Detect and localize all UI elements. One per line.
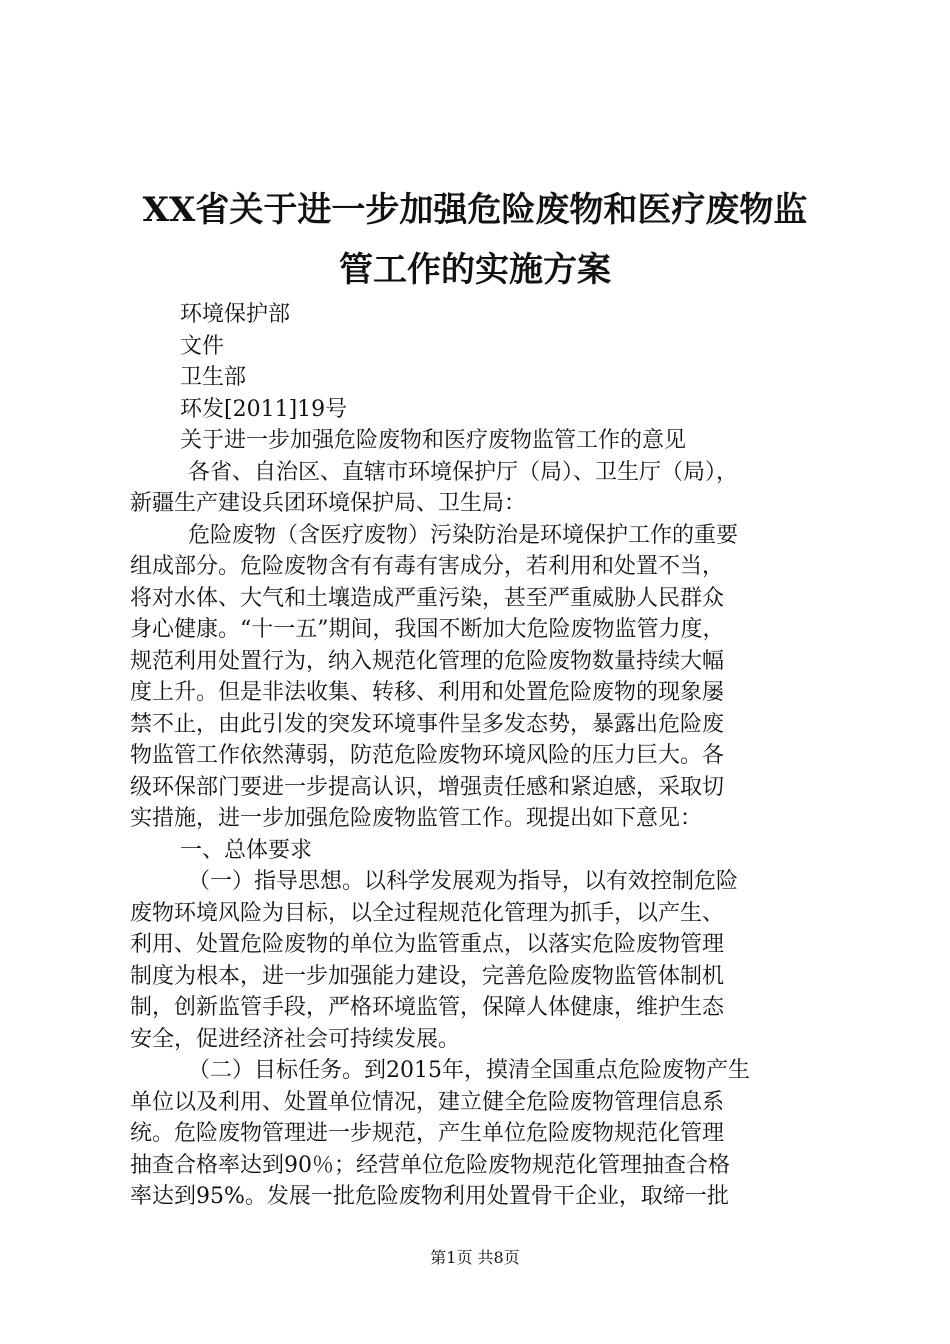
- text-line: 禁不止，由此引发的突发环境事件呈多发态势，暴露出危险废: [130, 711, 725, 737]
- text-line: 制，创新监管手段，严格环境监管，保障人体健康，维护生态: [130, 995, 725, 1020]
- text-line: （一）指导思想。以科学发展观为指导，以有效控制危险: [188, 869, 739, 894]
- text-line: 规范利用处置行为，纳入规范化管理的危险废物数量持续大幅: [130, 648, 725, 674]
- text-line: 抽查合格率达到90％；经营单位危险废物规范化管理抽查合格: [130, 1152, 730, 1178]
- text-line: 关于进一步加强危险废物和医疗废物监管工作的意见: [180, 428, 687, 453]
- text-line: 身心健康。“十一五”期间，我国不断加大危险废物监管力度，: [130, 617, 725, 642]
- text-line: 危险废物（含医疗废物）污染防治是环境保护工作的重要: [188, 522, 739, 548]
- text-line: 新疆生产建设兵团环境保护局、卫生局：: [130, 491, 527, 516]
- text-line: 废物环境风险为目标，以全过程规范化管理为抓手，以产生、: [130, 900, 725, 926]
- text-line: 一、总体要求: [180, 837, 313, 863]
- text-line: 各省、自治区、直辖市环境保护厅（局）、卫生厅（局），: [188, 459, 739, 485]
- text-line: 文件: [180, 333, 225, 359]
- text-line: 率达到95%。发展一批危险废物利用处置骨干企业，取缔一批: [130, 1184, 729, 1209]
- text-line: 卫生部: [180, 365, 247, 390]
- text-line: 物监管工作依然薄弱，防范危险废物环境风险的压力巨大。各: [130, 743, 725, 768]
- text-line: 组成部分。危险废物含有有毒有害成分，若利用和处置不当，: [130, 554, 725, 579]
- page-footer: 第1页 共8页: [430, 1248, 520, 1267]
- text-line: 单位以及利用、处置单位情况，建立健全危险废物管理信息系: [130, 1089, 725, 1115]
- text-line: 度上升。但是非法收集、转移、利用和处置危险废物的现象屡: [130, 680, 725, 705]
- text-line: 环发[2011]19号: [180, 396, 348, 422]
- text-line: （二）目标任务。到2015年，摸清全国重点危险废物产生: [188, 1058, 750, 1083]
- text-line: 制度为根本，进一步加强能力建设，完善危险废物监管体制机: [130, 963, 725, 989]
- text-line: 环境保护部: [180, 302, 291, 327]
- text-line: 将对水体、大气和土壤造成严重污染，甚至严重威胁人民群众: [130, 585, 725, 611]
- title-line-1: XX省关于进一步加强危险废物和医疗废物监: [142, 190, 808, 230]
- text-line: 级环保部门要进一步提高认识，增强责任感和紧迫感，采取切: [130, 774, 725, 800]
- text-line: 利用、处置危险废物的单位为监管重点，以落实危险废物管理: [130, 932, 725, 957]
- document-body: [130, 299, 830, 1213]
- text-line: 实措施，进一步加强危险废物监管工作。现提出如下意见：: [130, 806, 703, 831]
- document-title: [80, 180, 870, 300]
- text-line: 统。危险废物管理进一步规范，产生单位危险废物规范化管理: [130, 1121, 725, 1146]
- title-line-2: 管工作的实施方案: [339, 250, 611, 290]
- text-line: 安全，促进经济社会可持续发展。: [130, 1026, 461, 1052]
